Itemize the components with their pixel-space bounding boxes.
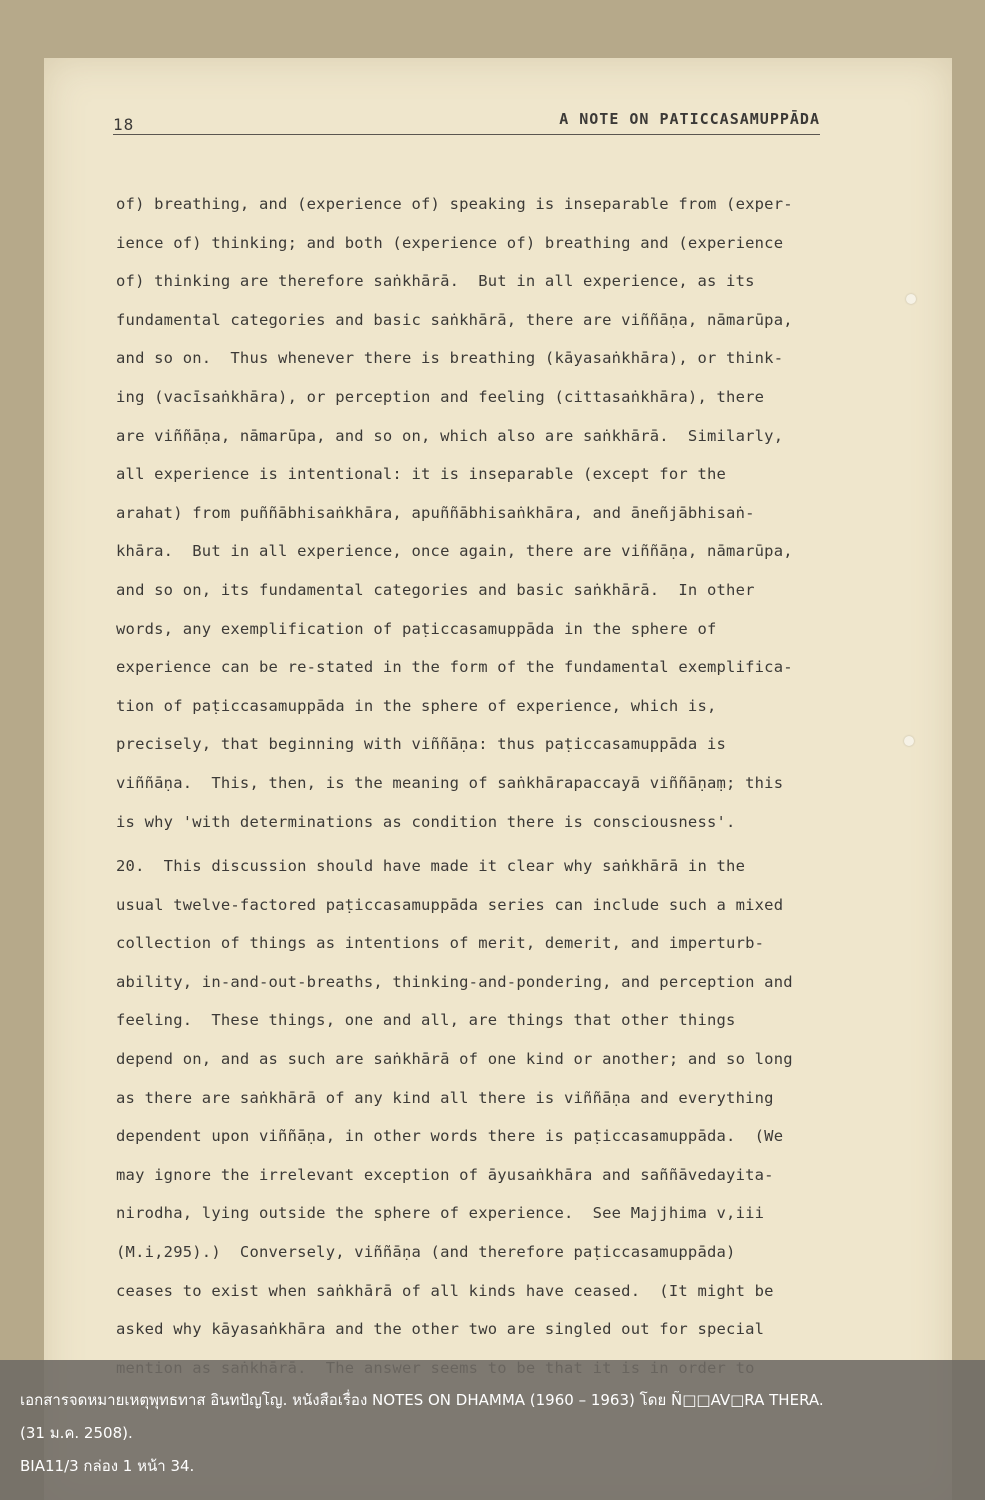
text-line: of) breathing, and (experience of) speaking is inseparable from (exper- (116, 195, 793, 213)
text-line: feeling. These things, one and all, are things that other things (116, 1011, 736, 1030)
text-line: words, any exemplification of paṭiccasamuppāda in the sphere of (116, 619, 717, 638)
text-line: experience can be re-stated in the form of the fundamental exemplifica- (116, 658, 793, 677)
text-line: usual twelve-factored paṭiccasamuppāda series can include such a mixed (116, 895, 784, 914)
paragraph-start-line: 20. This discussion should have made it clear why saṅkhārā in the (116, 857, 746, 876)
text-line: ability, in-and-out-breaths, thinking-and-pondering, and perception and (116, 972, 793, 991)
archive-caption (0, 1360, 985, 1500)
text-line: viññāṇa. This, then, is the meaning of saṅkhārapaccayā viññāṇaṃ; this (116, 773, 784, 792)
text-line: is why 'with determinations as condition there is consciousness'. (116, 812, 736, 831)
text-line: all experience is intentional: it is inseparable (except for the (116, 465, 727, 484)
text-line: may ignore the irrelevant exception of āyusaṅkhāra and saññāvedayita- (116, 1165, 774, 1184)
text-line: ience of) thinking; and both (experience of) breathing and (experience (116, 233, 784, 252)
text-line: and so on. Thus whenever there is breathing (kāyasaṅkhāra), or think- (116, 349, 784, 368)
punch-hole (906, 294, 916, 304)
text-line: nirodha, lying outside the sphere of experience. See Majjhima v,iii (116, 1204, 765, 1223)
text-line: (M.i,295).) Conversely, viññāṇa (and therefore paṭiccasamuppāda) (116, 1243, 736, 1262)
text-line: ing (vacīsaṅkhāra), or perception and feeling (cittasaṅkhāra), there (116, 387, 765, 406)
text-line: tion of paṭiccasamuppāda in the sphere of experience, which is, (116, 696, 717, 715)
text-line: arahat) from puññābhisaṅkhāra, apuññābhisaṅkhāra, and āneñjābhisaṅ- (116, 503, 755, 522)
caption-line-2: (31 ม.ค. 2508). (20, 1424, 133, 1442)
text-line: and so on, its fundamental categories and basic saṅkhārā. In other (116, 580, 755, 599)
header-rule (113, 134, 820, 135)
caption-line-1: เอกสารจดหมายเหตุพุทธทาส อินทปัญโญ. หนังสือเรื่อง NOTES ON DHAMMA (1960 – 1963) โดย Ñ□□AV□RA THERA. (20, 1391, 824, 1409)
text-line: of) thinking are therefore saṅkhārā. But in all experience, as its (116, 272, 755, 291)
page-number: 18 (113, 115, 135, 134)
text-line: precisely, that beginning with viññāṇa: thus paṭiccasamuppāda is (116, 735, 727, 754)
text-line: asked why kāyasaṅkhāra and the other two are singled out for special (116, 1320, 765, 1339)
text-line: ceases to exist when saṅkhārā of all kinds have ceased. (It might be (116, 1281, 774, 1300)
text-line: collection of things as intentions of merit, demerit, and imperturb- (116, 934, 765, 953)
body-text (116, 185, 836, 1387)
text-line: are viññāṇa, nāmarūpa, and so on, which also are saṅkhārā. Similarly, (116, 426, 784, 445)
text-line: dependent upon viññāṇa, in other words there is paṭiccasamuppāda. (We (116, 1127, 784, 1146)
text-line: depend on, and as such are saṅkhārā of one kind or another; and so long (116, 1050, 793, 1069)
text-line: as there are saṅkhārā of any kind all there is viññāṇa and everything (116, 1088, 774, 1107)
caption-line-3: BIA11/3 กล่อง 1 หน้า 34. (20, 1457, 195, 1475)
text-line: khāra. But in all experience, once again, there are viññāṇa, nāmarūpa, (116, 542, 793, 561)
running-head: A NOTE ON PATICCASAMUPPĀDA (559, 110, 820, 128)
punch-hole (904, 736, 914, 746)
text-line: fundamental categories and basic saṅkhārā, there are viññāṇa, nāmarūpa, (116, 310, 793, 329)
